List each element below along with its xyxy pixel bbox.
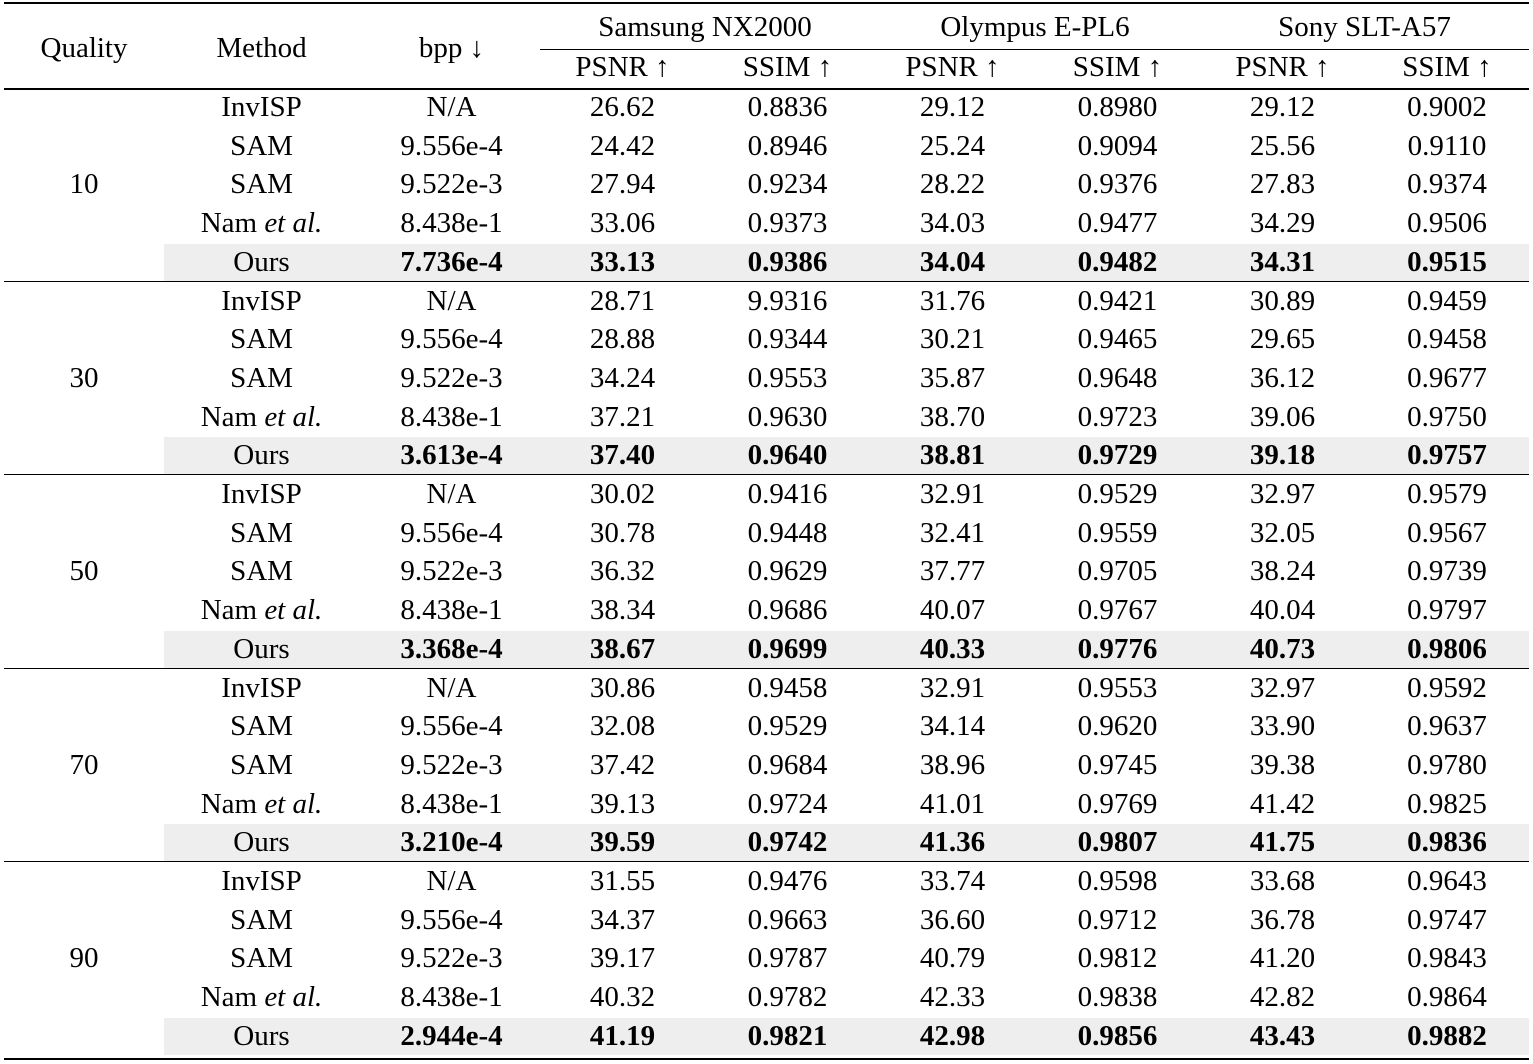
psnr-cell: 37.77 (919, 555, 986, 588)
ssim-cell: 0.9529 (747, 710, 828, 743)
table-row (4, 901, 1529, 940)
table-row (4, 939, 1529, 978)
psnr-cell: 41.36 (919, 826, 986, 859)
quality-group (4, 88, 1529, 282)
psnr-cell: 27.83 (1249, 168, 1316, 201)
quality-group (4, 282, 1529, 476)
bpp-cell: 8.438e-1 (400, 594, 503, 627)
psnr-cell: 36.32 (589, 555, 656, 588)
psnr-cell: 35.87 (919, 361, 986, 394)
bpp-cell: 9.522e-3 (400, 555, 503, 588)
ssim-cell: 0.9643 (1407, 865, 1487, 897)
bpp-cell: 9.556e-4 (400, 516, 503, 549)
method-suffix: et al. (264, 594, 323, 627)
bpp-cell: N/A (426, 865, 477, 897)
bpp-cell: 9.556e-4 (400, 710, 503, 743)
method-cell (164, 939, 359, 978)
psnr-cell: 39.38 (1249, 748, 1316, 781)
psnr-cell: 24.42 (589, 129, 656, 162)
ssim-cell: 0.9767 (1077, 594, 1158, 627)
quality-value: 70 (69, 748, 99, 781)
ssim-cell: 0.9637 (1407, 710, 1487, 743)
table-row (4, 320, 1529, 359)
bpp-cell: 2.944e-4 (400, 1019, 503, 1052)
psnr-cell: 34.24 (589, 361, 656, 394)
ssim-cell: 0.9373 (747, 207, 828, 240)
psnr-cell: 32.91 (919, 478, 986, 510)
method-name: SAM (230, 942, 293, 975)
ssim-cell: 0.9787 (747, 942, 828, 975)
group-rule (4, 668, 1529, 669)
method-cell (164, 282, 359, 321)
bpp-cell: 3.613e-4 (400, 439, 503, 472)
ssim-cell: 0.9757 (1407, 439, 1487, 472)
top-rule (4, 2, 1529, 4)
method-suffix: et al. (264, 981, 323, 1014)
bpp-cell: 8.438e-1 (400, 207, 503, 240)
method-cell (164, 901, 359, 940)
ssim-cell: 0.9579 (1407, 478, 1487, 510)
ssim-cell: 0.9729 (1077, 439, 1158, 472)
ssim-cell: 0.9776 (1077, 632, 1158, 665)
method-suffix: et al. (264, 207, 323, 240)
header-psnr-sony: PSNR ↑ (1235, 51, 1330, 83)
quality-group (4, 475, 1529, 669)
method-name: SAM (230, 168, 293, 201)
psnr-cell: 32.08 (589, 710, 656, 743)
psnr-cell: 34.14 (919, 710, 986, 743)
psnr-cell: 31.76 (919, 284, 986, 317)
psnr-cell: 26.62 (589, 91, 656, 123)
ssim-cell: 0.9374 (1407, 168, 1487, 201)
method-cell (164, 165, 359, 204)
psnr-cell: 39.06 (1249, 400, 1316, 433)
ssim-cell: 0.9002 (1407, 91, 1487, 123)
ssim-cell: 0.9640 (747, 439, 828, 472)
psnr-cell: 33.06 (589, 207, 656, 240)
method-cell (164, 669, 359, 708)
ssim-cell: 0.9812 (1077, 942, 1158, 975)
ssim-cell: 0.9769 (1077, 787, 1158, 820)
psnr-cell: 33.68 (1249, 865, 1316, 897)
ssim-cell: 0.9344 (747, 323, 828, 356)
ssim-cell: 0.9782 (747, 981, 828, 1014)
method-name: Nam (200, 981, 258, 1014)
table-row (4, 88, 1529, 127)
psnr-cell: 33.13 (589, 245, 656, 278)
method-cell (164, 707, 359, 746)
ssim-cell: 0.9838 (1077, 981, 1158, 1014)
ssim-cell: 0.9797 (1407, 594, 1487, 627)
ssim-cell: 0.9686 (747, 594, 828, 627)
psnr-cell: 29.12 (1249, 91, 1316, 123)
method-name: Nam (200, 207, 258, 240)
ssim-cell: 0.9742 (747, 826, 828, 859)
header-camera-olympus: Olympus E-PL6 (940, 11, 1130, 43)
psnr-cell: 30.21 (919, 323, 986, 356)
method-name: Ours (233, 245, 290, 278)
psnr-cell: 39.18 (1249, 439, 1316, 472)
bpp-cell: 9.522e-3 (400, 361, 503, 394)
table-row (4, 746, 1529, 785)
table-row (4, 785, 1529, 824)
ssim-cell: 0.9567 (1407, 516, 1487, 549)
ssim-cell: 0.9843 (1407, 942, 1487, 975)
psnr-cell: 34.37 (589, 903, 656, 936)
method-cell (164, 862, 359, 901)
ssim-cell: 0.9476 (747, 865, 828, 897)
ssim-cell: 0.9750 (1407, 400, 1487, 433)
method-cell (164, 320, 359, 359)
method-name: Ours (233, 826, 290, 859)
ssim-cell: 0.9553 (747, 361, 828, 394)
bpp-cell: 8.438e-1 (400, 787, 503, 820)
ssim-cell: 0.9376 (1077, 168, 1158, 201)
psnr-cell: 34.03 (919, 207, 986, 240)
psnr-cell: 40.32 (589, 981, 656, 1014)
bpp-cell: 8.438e-1 (400, 400, 503, 433)
ssim-cell: 0.9477 (1077, 207, 1158, 240)
ssim-cell: 0.9825 (1407, 787, 1487, 820)
method-cell (164, 746, 359, 785)
psnr-cell: 41.19 (589, 1019, 656, 1052)
psnr-cell: 32.05 (1249, 516, 1316, 549)
ssim-cell: 0.9416 (747, 478, 828, 510)
method-cell (164, 127, 359, 166)
bpp-cell: 7.736e-4 (400, 245, 503, 278)
method-name: SAM (230, 516, 293, 549)
method-name: InvISP (221, 671, 302, 704)
psnr-cell: 31.55 (589, 865, 656, 897)
bpp-cell: N/A (426, 91, 477, 123)
psnr-cell: 37.40 (589, 439, 656, 472)
bottom-rule (4, 1058, 1529, 1060)
method-cell (164, 823, 359, 862)
method-name: Nam (200, 400, 258, 433)
ssim-cell: 0.9856 (1077, 1019, 1158, 1052)
psnr-cell: 33.74 (919, 865, 986, 897)
ssim-cell: 0.9677 (1407, 361, 1487, 394)
method-cell (164, 436, 359, 475)
bpp-cell: 8.438e-1 (400, 981, 503, 1014)
psnr-cell: 38.81 (919, 439, 986, 472)
ssim-cell: 0.9739 (1407, 555, 1487, 588)
table-row (4, 862, 1529, 901)
header-camera-samsung: Samsung NX2000 (598, 11, 812, 43)
method-name: SAM (230, 903, 293, 936)
psnr-cell: 39.13 (589, 787, 656, 820)
table-row (4, 282, 1529, 321)
psnr-cell: 30.78 (589, 516, 656, 549)
ssim-cell: 0.9620 (1077, 710, 1158, 743)
ssim-cell: 0.9629 (747, 555, 828, 588)
method-cell (164, 591, 359, 630)
ssim-cell: 0.9459 (1407, 284, 1487, 317)
bpp-cell: N/A (426, 478, 477, 510)
table-row (4, 165, 1529, 204)
ssim-cell: 0.9806 (1407, 632, 1487, 665)
table-row (4, 591, 1529, 630)
psnr-cell: 25.56 (1249, 129, 1316, 162)
ssim-cell: 0.9515 (1407, 245, 1487, 278)
psnr-cell: 40.04 (1249, 594, 1316, 627)
ssim-cell: 0.9684 (747, 748, 828, 781)
ssim-cell: 0.9864 (1407, 981, 1487, 1014)
method-cell (164, 514, 359, 553)
psnr-cell: 36.78 (1249, 903, 1316, 936)
psnr-cell: 41.20 (1249, 942, 1316, 975)
bpp-cell: 9.522e-3 (400, 168, 503, 201)
table-row (4, 398, 1529, 437)
psnr-cell: 42.82 (1249, 981, 1316, 1014)
method-name: SAM (230, 323, 293, 356)
quality-value: 10 (69, 168, 99, 200)
bpp-cell: N/A (426, 284, 477, 317)
method-name: InvISP (221, 478, 302, 510)
table-row (4, 669, 1529, 708)
psnr-cell: 42.98 (919, 1019, 986, 1052)
method-cell (164, 630, 359, 669)
method-cell (164, 243, 359, 282)
ssim-cell: 0.9836 (1407, 826, 1487, 859)
psnr-cell: 32.91 (919, 671, 986, 704)
method-name: InvISP (221, 284, 302, 317)
header-ssim-sony: SSIM ↑ (1402, 51, 1492, 83)
ssim-cell: 0.9465 (1077, 323, 1158, 356)
bpp-cell: 9.556e-4 (400, 903, 503, 936)
psnr-cell: 39.17 (589, 942, 656, 975)
method-name: InvISP (221, 865, 302, 897)
method-name: Nam (200, 787, 258, 820)
psnr-cell: 40.79 (919, 942, 986, 975)
method-name: Ours (233, 439, 290, 472)
method-name: SAM (230, 748, 293, 781)
bpp-cell: 3.210e-4 (400, 826, 503, 859)
method-cell (164, 552, 359, 591)
method-name: Ours (233, 632, 290, 665)
psnr-cell: 40.73 (1249, 632, 1316, 665)
ssim-cell: 0.9723 (1077, 400, 1158, 433)
ssim-cell: 0.9592 (1407, 671, 1487, 704)
camera-group-rule (540, 49, 1529, 50)
ssim-cell: 0.9705 (1077, 555, 1158, 588)
psnr-cell: 37.21 (589, 400, 656, 433)
table-row (4, 204, 1529, 243)
method-name: Nam (200, 594, 258, 627)
table-row (4, 823, 1529, 862)
ssim-cell: 0.9724 (747, 787, 828, 820)
psnr-cell: 34.29 (1249, 207, 1316, 240)
psnr-cell: 40.07 (919, 594, 986, 627)
table-row (4, 127, 1529, 166)
group-rule (4, 281, 1529, 282)
psnr-cell: 32.97 (1249, 671, 1316, 704)
psnr-cell: 36.12 (1249, 361, 1316, 394)
ssim-cell: 0.9234 (747, 168, 828, 201)
ssim-cell: 0.8980 (1077, 91, 1158, 123)
ssim-cell: 0.9663 (747, 903, 828, 936)
ssim-cell: 0.9648 (1077, 361, 1158, 394)
ssim-cell: 0.9598 (1077, 865, 1158, 897)
psnr-cell: 38.67 (589, 632, 656, 665)
ssim-cell: 0.9094 (1077, 129, 1158, 162)
ssim-cell: 0.8836 (747, 91, 828, 123)
quality-value: 50 (69, 555, 99, 587)
psnr-cell: 40.33 (919, 632, 986, 665)
quality-value: 30 (69, 361, 99, 394)
table-row (4, 1017, 1529, 1056)
psnr-cell: 32.41 (919, 516, 986, 549)
method-cell (164, 359, 359, 398)
ssim-cell: 0.9747 (1407, 903, 1487, 936)
quality-value: 90 (69, 942, 99, 974)
psnr-cell: 38.70 (919, 400, 986, 433)
psnr-cell: 28.71 (589, 284, 656, 317)
header-psnr-olympus: PSNR ↑ (905, 51, 1000, 83)
psnr-cell: 33.90 (1249, 710, 1316, 743)
psnr-cell: 27.94 (589, 168, 656, 201)
ssim-cell: 0.9699 (747, 632, 828, 665)
header-bpp: bpp ↓ (418, 32, 485, 64)
method-cell (164, 204, 359, 243)
method-name: SAM (230, 361, 293, 394)
ssim-cell: 0.9745 (1077, 748, 1158, 781)
method-suffix: et al. (264, 787, 323, 820)
table-row (4, 359, 1529, 398)
method-name: Ours (233, 1019, 290, 1052)
header-ssim-olympus: SSIM ↑ (1072, 51, 1163, 83)
ssim-cell: 0.9506 (1407, 207, 1487, 240)
psnr-cell: 37.42 (589, 748, 656, 781)
ssim-cell: 0.9482 (1077, 245, 1158, 278)
header-method: Method (216, 32, 307, 64)
table-row (4, 552, 1529, 591)
bpp-cell: 9.556e-4 (400, 129, 503, 162)
group-rule (4, 861, 1529, 862)
bpp-cell: N/A (426, 671, 477, 704)
table-row (4, 978, 1529, 1017)
method-cell (164, 398, 359, 437)
psnr-cell: 30.89 (1249, 284, 1316, 317)
ssim-cell: 0.9882 (1407, 1019, 1487, 1052)
psnr-cell: 39.59 (589, 826, 656, 859)
header-camera-sony: Sony SLT-A57 (1278, 11, 1451, 43)
method-cell (164, 475, 359, 514)
ssim-cell: 0.9421 (1077, 284, 1158, 317)
ssim-cell: 0.9559 (1077, 516, 1158, 549)
ssim-cell: 0.9630 (747, 400, 828, 433)
psnr-cell: 30.02 (589, 478, 656, 510)
ssim-cell: 0.9386 (747, 245, 828, 278)
psnr-cell: 30.86 (589, 671, 656, 704)
method-cell (164, 1017, 359, 1056)
psnr-cell: 34.04 (919, 245, 986, 278)
psnr-cell: 43.43 (1249, 1019, 1316, 1052)
method-name: SAM (230, 710, 293, 743)
psnr-cell: 34.31 (1249, 245, 1316, 278)
header-rule (4, 88, 1529, 90)
method-cell (164, 785, 359, 824)
ssim-cell: 0.9807 (1077, 826, 1158, 859)
ssim-cell: 0.9712 (1077, 903, 1158, 936)
psnr-cell: 38.24 (1249, 555, 1316, 588)
bpp-cell: 3.368e-4 (400, 632, 503, 665)
table-row (4, 707, 1529, 746)
ssim-cell: 0.9458 (1407, 323, 1487, 356)
psnr-cell: 41.01 (919, 787, 986, 820)
psnr-cell: 32.97 (1249, 478, 1316, 510)
psnr-cell: 41.42 (1249, 787, 1316, 820)
bpp-cell: 9.522e-3 (400, 942, 503, 975)
header-ssim-samsung: SSIM ↑ (742, 51, 833, 83)
method-cell (164, 978, 359, 1017)
bpp-cell: 9.556e-4 (400, 323, 503, 356)
ssim-cell: 0.9448 (747, 516, 828, 549)
ssim-cell: 0.9780 (1407, 748, 1487, 781)
bpp-cell: 9.522e-3 (400, 748, 503, 781)
method-name: SAM (230, 129, 293, 162)
psnr-cell: 25.24 (919, 129, 986, 162)
psnr-cell: 38.34 (589, 594, 656, 627)
psnr-cell: 36.60 (919, 903, 986, 936)
header-quality: Quality (40, 32, 128, 64)
ssim-cell: 0.9553 (1077, 671, 1158, 704)
ssim-cell: 0.9821 (747, 1019, 828, 1052)
psnr-cell: 29.65 (1249, 323, 1316, 356)
psnr-cell: 38.96 (919, 748, 986, 781)
psnr-cell: 29.12 (919, 91, 986, 123)
table-row (4, 514, 1529, 553)
table-row (4, 436, 1529, 475)
ssim-cell: 0.9529 (1077, 478, 1158, 510)
quality-group (4, 669, 1529, 863)
table-row (4, 475, 1529, 514)
header-psnr-samsung: PSNR ↑ (575, 51, 670, 83)
method-suffix: et al. (264, 400, 323, 433)
quality-group (4, 862, 1529, 1056)
method-name: InvISP (221, 91, 302, 123)
method-cell (164, 88, 359, 127)
ssim-cell: 9.9316 (747, 284, 828, 317)
ssim-cell: 0.8946 (747, 129, 828, 162)
table-row (4, 243, 1529, 282)
psnr-cell: 41.75 (1249, 826, 1316, 859)
group-rule (4, 474, 1529, 475)
psnr-cell: 28.88 (589, 323, 656, 356)
table-row (4, 630, 1529, 669)
psnr-cell: 42.33 (919, 981, 986, 1014)
psnr-cell: 28.22 (919, 168, 986, 201)
method-name: SAM (230, 555, 293, 588)
ssim-cell: 0.9458 (747, 671, 828, 704)
ssim-cell: 0.9110 (1407, 129, 1487, 162)
